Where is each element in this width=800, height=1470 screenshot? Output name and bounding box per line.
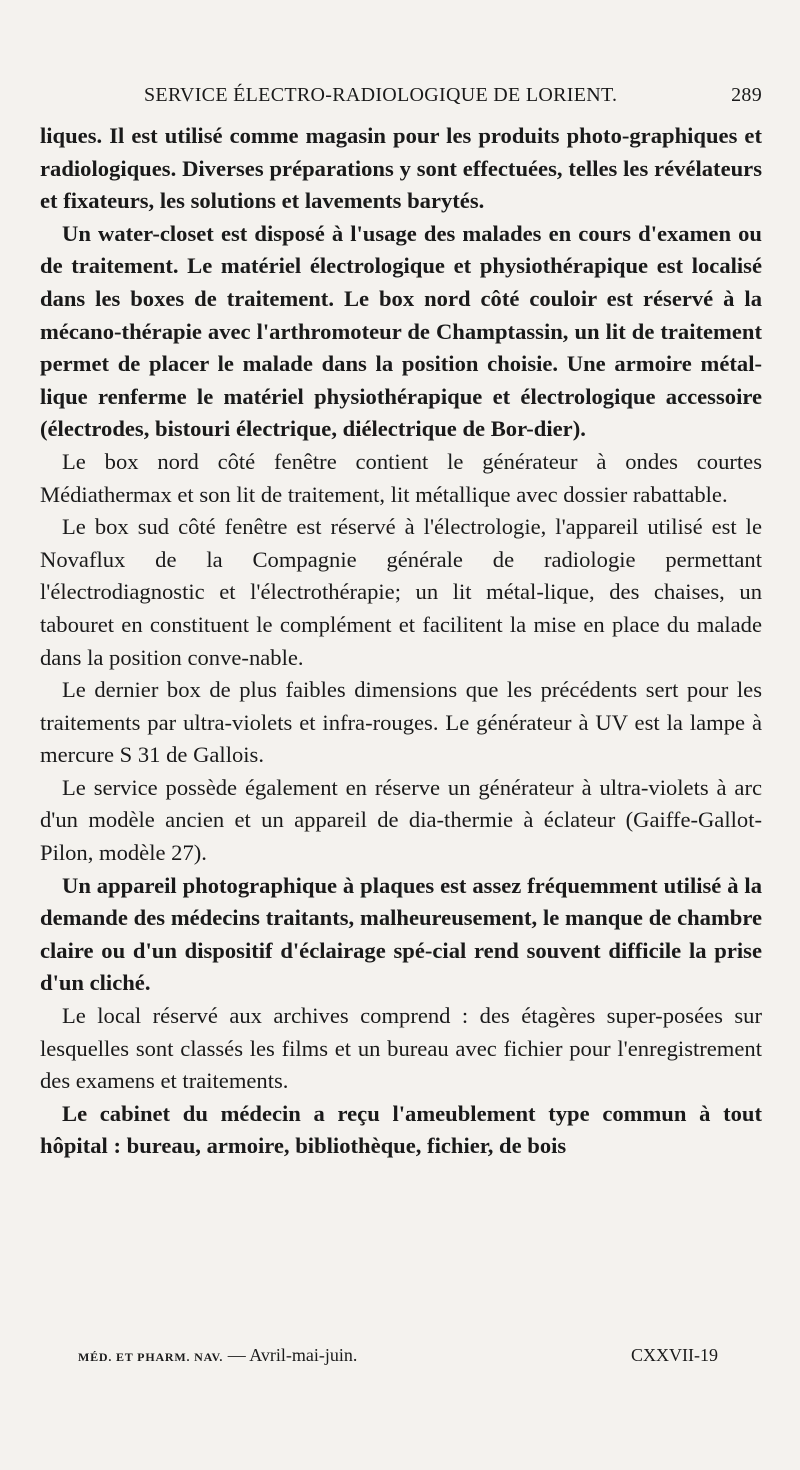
footer-journal: [78, 1345, 357, 1366]
paragraph-5: Le dernier box de plus faibles dimensions que les précédents sert pour les traitements par ultra-violets et infra-rouges. Le générateur à UV est la lampe à mercure S 31 de Gallois.: [40, 677, 762, 768]
paragraph-2: Un water-closet est disposé à l'usage des malades en cours d'examen ou de traitement. Le matériel électrologique et physiothérapique est localisé dans les boxes de traitement. Le box nord côté couloir est réservé à la mécano-thérapie avec l'arthromoteur de Champtassin, un lit de traitement permet de placer le malade dans la position choisie. Une armoire métal-lique renferme le matériel physiothérapique et électrologique accessoire (électrodes, bistouri électrique, diélectrique de Bor-dier).: [40, 220, 762, 442]
page-footer: [78, 1345, 718, 1375]
page-number: 289: [731, 84, 762, 106]
footer-journal-abbrev: MÉD. ET PHARM. NAV.: [78, 1350, 224, 1364]
paragraph-3: Le box nord côté fenêtre contient le générateur à ondes courtes Médiathermax et son lit de traitement, lit métallique avec dossier rabattable.: [40, 448, 762, 507]
footer-issue: — Avril-mai-juin.: [227, 1345, 358, 1365]
paragraph-6: Le service possède également en réserve un générateur à ultra-violets à arc d'un modèle ancien et un appareil de dia-thermie à éclateur (Gaiffe-Gallot-Pilon, modèle 27).: [40, 774, 762, 866]
running-head-title: SERVICE ÉLECTRO-RADIOLOGIQUE DE LORIENT.: [144, 84, 618, 106]
paragraph-1: liques. Il est utilisé comme magasin pour les produits photo-graphiques et radiologiques. Diverses préparations y sont effectuées, telles les révélateurs et fixateurs, les solutions et lavements barytés.: [40, 123, 762, 214]
footer-signature: CXXVII-19: [631, 1345, 718, 1365]
running-head: [40, 84, 762, 114]
paragraph-7: Un appareil photographique à plaques est assez fréquemment utilisé à la demande des médecins traitants, malheureusement, le manque de chambre claire ou d'un dispositif d'éclairage spé-cial rend souvent difficile la prise d'un cliché.: [40, 872, 762, 996]
paragraph-4: Le box sud côté fenêtre est réservé à l'électrologie, l'appareil utilisé est le Novaflux de la Compagnie générale de radiologie permettant l'électrodiagnostic et l'électrothérapie; un lit métal-lique, des chaises, un tabouret en constituent le complément et facilitent la mise en place du malade dans la position conve-nable.: [40, 514, 762, 670]
paragraph-9: Le cabinet du médecin a reçu l'ameublement type commun à tout hôpital : bureau, armoire, bibliothèque, fichier, de bois: [40, 1100, 762, 1159]
body-text: [40, 120, 762, 1163]
paragraph-8: Le local réservé aux archives comprend : des étagères super-posées sur lesquelles sont classés les films et un bureau avec fichier pour l'enregistrement des examens et traitements.: [40, 1003, 762, 1094]
